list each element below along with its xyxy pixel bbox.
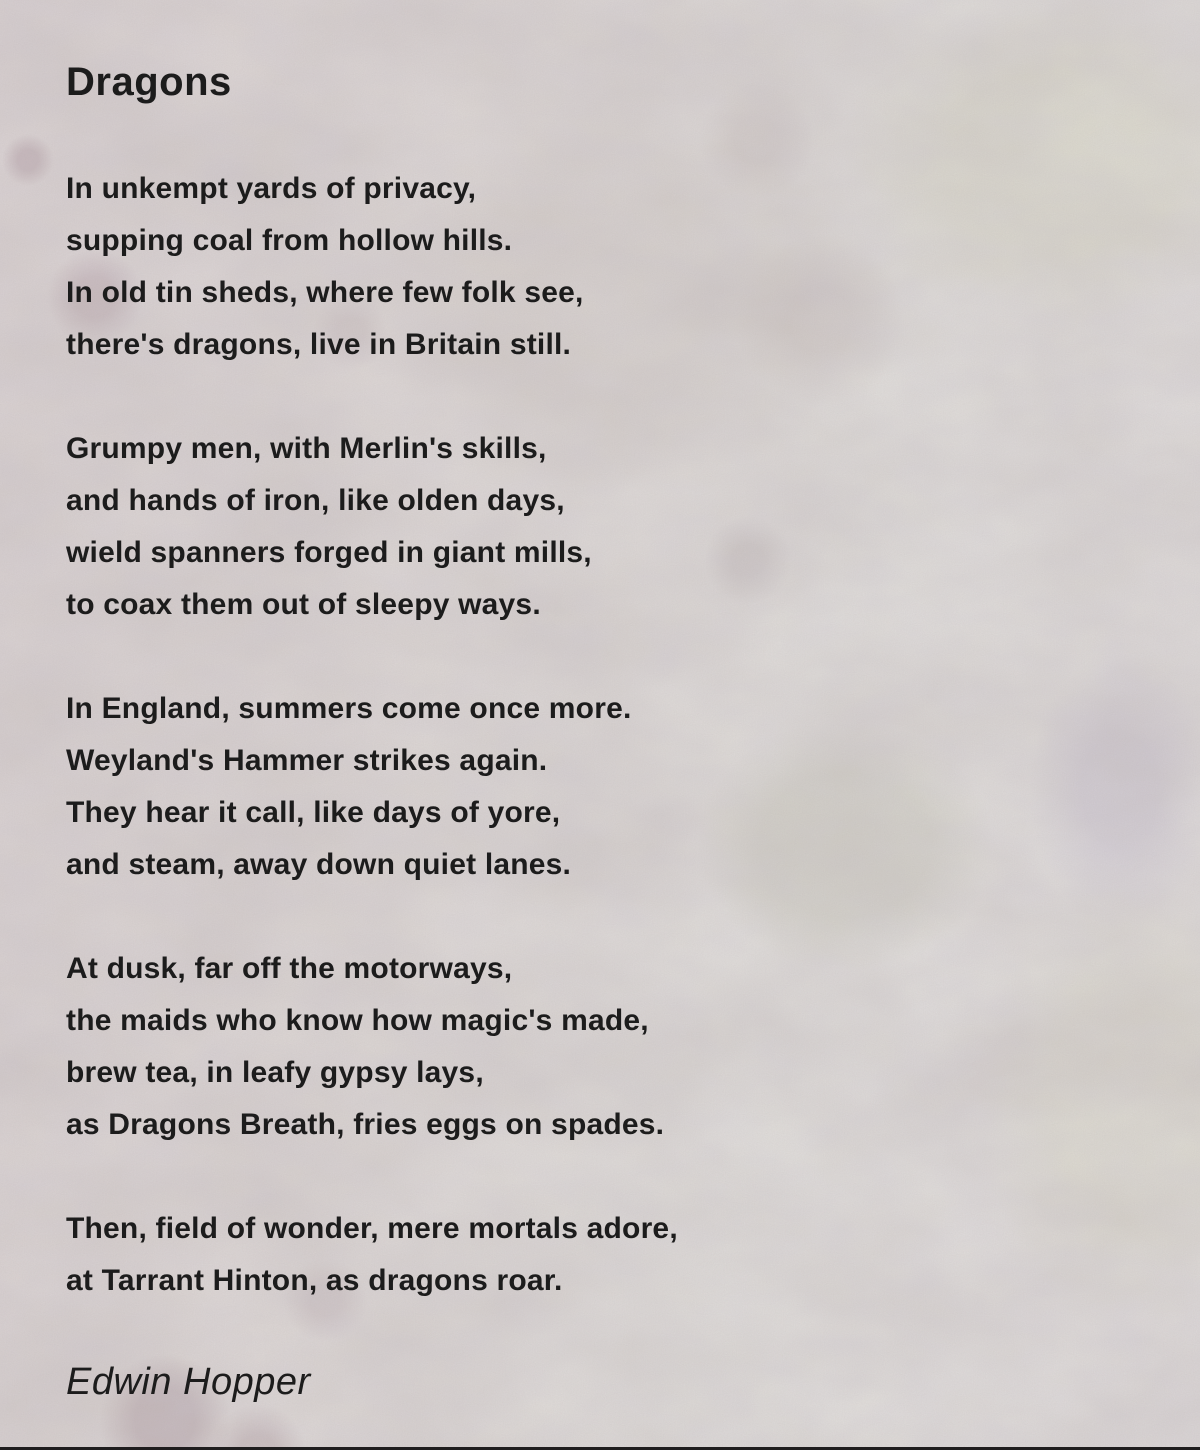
poem-line: at Tarrant Hinton, as dragons roar. <box>66 1264 563 1297</box>
poem-line: the maids who know how magic's made, <box>66 1004 649 1037</box>
poem-line: brew tea, in leafy gypsy lays, <box>66 1056 484 1089</box>
poem-line: wield spanners forged in giant mills, <box>66 536 592 569</box>
stanza-4 <box>66 943 1160 1151</box>
poem-line: At dusk, far off the motorways, <box>66 952 513 985</box>
stanza-3 <box>66 683 1160 891</box>
poem-line: In England, summers come once more. <box>66 692 632 725</box>
poem-line: Grumpy men, with Merlin's skills, <box>66 432 547 465</box>
poem-title: Dragons <box>66 60 232 104</box>
poem-line: to coax them out of sleepy ways. <box>66 588 541 621</box>
poem-line: and hands of iron, like olden days, <box>66 484 565 517</box>
poem-author: Edwin Hopper <box>66 1361 311 1403</box>
poem-line: and steam, away down quiet lanes. <box>66 848 572 881</box>
poem-line: supping coal from hollow hills. <box>66 224 513 257</box>
poem-line: In unkempt yards of privacy, <box>66 172 477 205</box>
stanza-2 <box>66 423 1160 631</box>
poem-line: there's dragons, live in Britain still. <box>66 328 572 361</box>
stanza-5 <box>66 1203 1160 1307</box>
poem-line: Then, field of wonder, mere mortals adore, <box>66 1212 678 1245</box>
poem-line: Weyland's Hammer strikes again. <box>66 744 548 777</box>
poem-line: In old tin sheds, where few folk see, <box>66 276 584 309</box>
poem-line: as Dragons Breath, fries eggs on spades. <box>66 1108 665 1141</box>
stanza-1 <box>66 163 1160 371</box>
poem-line: They hear it call, like days of yore, <box>66 796 561 829</box>
